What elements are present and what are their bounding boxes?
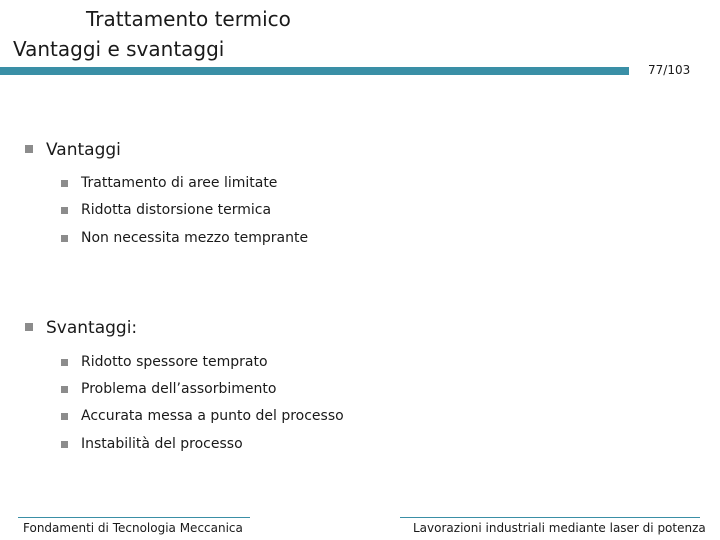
footer-divider-right [400, 517, 700, 518]
section-heading-vantaggi: Vantaggi [46, 140, 121, 160]
list-item: Instabilità del processo [81, 436, 243, 452]
section-heading-svantaggi: Svantaggi: [46, 318, 138, 338]
list-item: Ridotto spessore temprato [81, 354, 268, 370]
footer-lecture-title: Lavorazioni industriali mediante laser di potenza [413, 521, 706, 535]
footer-course-title: Fondamenti di Tecnologia Meccanica [23, 521, 243, 535]
list-item: Ridotta distorsione termica [81, 202, 272, 218]
sub-bullet-icon [61, 235, 68, 242]
list-item: Trattamento di aree limitate [81, 175, 278, 191]
slide-title-line2: Vantaggi e svantaggi [13, 37, 225, 61]
header-divider [0, 67, 629, 75]
sub-bullet-icon [61, 441, 68, 448]
sub-bullet-icon [61, 386, 68, 393]
list-item: Non necessita mezzo temprante [81, 230, 309, 246]
sub-bullet-icon [61, 413, 68, 420]
sub-bullet-icon [61, 180, 68, 187]
bullet-icon [25, 323, 33, 331]
sub-bullet-icon [61, 207, 68, 214]
footer-divider-left [18, 517, 250, 518]
slide-title-line1: Trattamento termico [86, 7, 291, 31]
list-item: Accurata messa a punto del processo [81, 408, 344, 424]
bullet-icon [25, 145, 33, 153]
sub-bullet-icon [61, 359, 68, 366]
page-number: 77/103 [648, 63, 691, 77]
list-item: Problema dell’assorbimento [81, 381, 277, 397]
